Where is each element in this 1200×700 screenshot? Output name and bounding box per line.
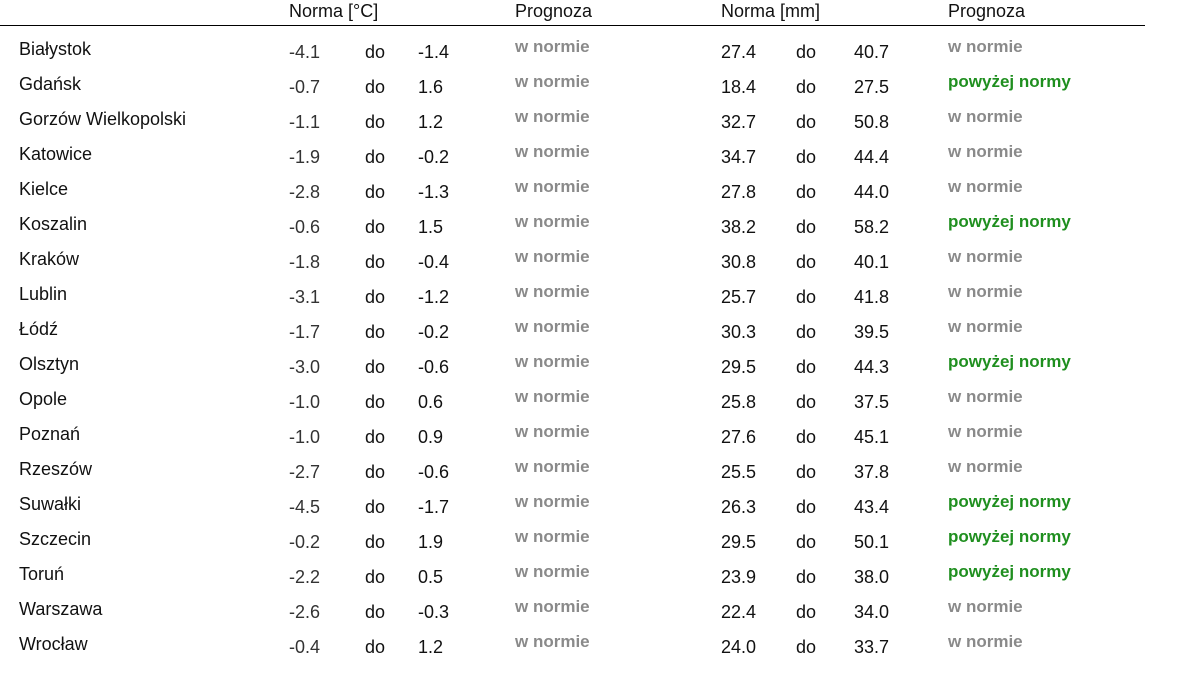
precip-norm-max: 41.8 — [854, 287, 890, 307]
temp-norm-max: -0.2 — [418, 147, 450, 167]
precip-norm-min: 29.5 — [721, 532, 757, 552]
temp-norm-max: 1.2 — [418, 112, 444, 132]
header-divider — [0, 25, 1145, 26]
city-name: Katowice — [19, 144, 93, 164]
temp-range-separator: do — [365, 357, 386, 377]
header-precip-norm: Norma [mm] — [721, 1, 820, 21]
precip-forecast: w normie — [948, 247, 1023, 266]
header-temp-forecast: Prognoza — [515, 1, 593, 21]
temp-norm-min: -4.1 — [289, 42, 321, 62]
table-row — [0, 134, 1200, 169]
precip-norm-min: 25.5 — [721, 462, 757, 482]
precip-range-separator: do — [796, 42, 817, 62]
temp-norm-min: -0.4 — [289, 637, 321, 657]
temp-forecast: w normie — [515, 107, 590, 126]
city-name: Białystok — [19, 39, 92, 59]
precip-norm-max: 37.8 — [854, 462, 890, 482]
precip-norm-min: 23.9 — [721, 567, 757, 587]
city-name: Kielce — [19, 179, 69, 199]
precip-norm-max: 33.7 — [854, 637, 890, 657]
header-temp-norm: Norma [°C] — [289, 1, 379, 21]
temp-range-separator: do — [365, 147, 386, 167]
precip-norm-max: 50.8 — [854, 112, 890, 132]
temp-range-separator: do — [365, 602, 386, 622]
temp-forecast: w normie — [515, 177, 590, 196]
precip-range-separator: do — [796, 322, 817, 342]
table-row — [0, 449, 1200, 484]
precip-norm-max: 44.0 — [854, 182, 890, 202]
temp-range-separator: do — [365, 42, 386, 62]
temp-norm-max: -0.6 — [418, 462, 450, 482]
precip-range-separator: do — [796, 427, 817, 447]
precip-forecast: powyżej normy — [948, 562, 1071, 581]
precip-range-separator: do — [796, 147, 817, 167]
temp-norm-max: 1.6 — [418, 77, 444, 97]
table-row — [0, 239, 1200, 274]
precip-forecast: w normie — [948, 457, 1023, 476]
temp-norm-max: -0.3 — [418, 602, 450, 622]
precip-norm-min: 18.4 — [721, 77, 757, 97]
temp-forecast: w normie — [515, 562, 590, 581]
precip-norm-max: 34.0 — [854, 602, 890, 622]
precip-norm-max: 40.7 — [854, 42, 890, 62]
precip-norm-min: 22.4 — [721, 602, 757, 622]
temp-norm-max: -1.4 — [418, 42, 450, 62]
temp-range-separator: do — [365, 567, 386, 587]
temp-norm-max: 0.5 — [418, 567, 444, 587]
temp-norm-min: -2.7 — [289, 462, 321, 482]
precip-forecast: w normie — [948, 632, 1023, 651]
temp-forecast: w normie — [515, 492, 590, 511]
temp-norm-min: -1.7 — [289, 322, 321, 342]
precip-norm-max: 37.5 — [854, 392, 890, 412]
header-precip-forecast: Prognoza — [948, 1, 1026, 21]
city-name: Wrocław — [19, 634, 88, 654]
precip-norm-max: 45.1 — [854, 427, 890, 447]
precip-range-separator: do — [796, 112, 817, 132]
table-row — [0, 379, 1200, 414]
temp-range-separator: do — [365, 252, 386, 272]
precip-range-separator: do — [796, 462, 817, 482]
city-name: Gdańsk — [19, 74, 82, 94]
precip-norm-max: 43.4 — [854, 497, 890, 517]
precip-range-separator: do — [796, 567, 817, 587]
precip-norm-min: 34.7 — [721, 147, 757, 167]
temp-forecast: w normie — [515, 37, 590, 56]
city-name: Rzeszów — [19, 459, 93, 479]
table-row — [0, 274, 1200, 309]
precip-range-separator: do — [796, 77, 817, 97]
precip-norm-min: 38.2 — [721, 217, 757, 237]
precip-forecast: w normie — [948, 282, 1023, 301]
temp-forecast: w normie — [515, 72, 590, 91]
temp-forecast: w normie — [515, 212, 590, 231]
temp-range-separator: do — [365, 112, 386, 132]
temp-norm-min: -1.9 — [289, 147, 321, 167]
precip-norm-min: 30.8 — [721, 252, 757, 272]
temp-forecast: w normie — [515, 317, 590, 336]
table-row — [0, 414, 1200, 449]
temp-norm-min: -0.7 — [289, 77, 321, 97]
city-name: Gorzów Wielkopolski — [19, 109, 187, 129]
precip-norm-min: 29.5 — [721, 357, 757, 377]
temp-forecast: w normie — [515, 422, 590, 441]
precip-forecast: w normie — [948, 37, 1023, 56]
precip-forecast: powyżej normy — [948, 492, 1071, 511]
precip-range-separator: do — [796, 217, 817, 237]
temp-range-separator: do — [365, 637, 386, 657]
temp-range-separator: do — [365, 427, 386, 447]
temp-forecast: w normie — [515, 632, 590, 651]
temp-forecast: w normie — [515, 457, 590, 476]
precip-range-separator: do — [796, 252, 817, 272]
temp-norm-min: -1.0 — [289, 427, 321, 447]
temp-range-separator: do — [365, 217, 386, 237]
precip-range-separator: do — [796, 532, 817, 552]
temp-norm-max: 1.9 — [418, 532, 444, 552]
temp-norm-min: -1.8 — [289, 252, 321, 272]
precip-norm-min: 27.8 — [721, 182, 757, 202]
precip-forecast: powyżej normy — [948, 212, 1071, 231]
precip-norm-max: 39.5 — [854, 322, 890, 342]
precip-norm-min: 25.8 — [721, 392, 757, 412]
precip-forecast: w normie — [948, 387, 1023, 406]
table-row — [0, 29, 1200, 64]
table-row — [0, 624, 1200, 659]
temp-forecast: w normie — [515, 142, 590, 161]
temp-norm-max: -0.6 — [418, 357, 450, 377]
temp-norm-min: -0.2 — [289, 532, 321, 552]
table-row — [0, 484, 1200, 519]
city-name: Opole — [19, 389, 68, 409]
temp-norm-max: -1.7 — [418, 497, 450, 517]
temp-norm-min: -2.8 — [289, 182, 321, 202]
table-row — [0, 64, 1200, 99]
precip-norm-max: 50.1 — [854, 532, 890, 552]
precip-norm-min: 27.4 — [721, 42, 757, 62]
precip-norm-max: 44.4 — [854, 147, 890, 167]
precip-norm-max: 58.2 — [854, 217, 890, 237]
precip-forecast: w normie — [948, 107, 1023, 126]
precip-norm-min: 30.3 — [721, 322, 757, 342]
city-name: Lublin — [19, 284, 68, 304]
precip-forecast: w normie — [948, 142, 1023, 161]
city-name: Olsztyn — [19, 354, 80, 374]
temp-range-separator: do — [365, 462, 386, 482]
precip-norm-max: 44.3 — [854, 357, 890, 377]
precip-norm-min: 24.0 — [721, 637, 757, 657]
precip-forecast: powyżej normy — [948, 352, 1071, 371]
temp-range-separator: do — [365, 392, 386, 412]
temp-norm-min: -0.6 — [289, 217, 321, 237]
precip-norm-min: 25.7 — [721, 287, 757, 307]
table-row — [0, 309, 1200, 344]
temp-range-separator: do — [365, 287, 386, 307]
temp-norm-min: -3.1 — [289, 287, 321, 307]
table-row — [0, 589, 1200, 624]
table-row — [0, 99, 1200, 134]
temp-norm-max: -0.2 — [418, 322, 450, 342]
city-name: Kraków — [19, 249, 80, 269]
precip-forecast: w normie — [948, 177, 1023, 196]
precip-norm-max: 38.0 — [854, 567, 890, 587]
temp-norm-max: -0.4 — [418, 252, 450, 272]
city-name: Łódź — [19, 319, 59, 339]
temp-norm-min: -2.6 — [289, 602, 321, 622]
temp-norm-min: -2.2 — [289, 567, 321, 587]
temp-norm-min: -3.0 — [289, 357, 321, 377]
precip-range-separator: do — [796, 357, 817, 377]
temp-norm-max: -1.2 — [418, 287, 450, 307]
temp-range-separator: do — [365, 532, 386, 552]
city-name: Suwałki — [19, 494, 82, 514]
temp-forecast: w normie — [515, 387, 590, 406]
temp-norm-max: 1.5 — [418, 217, 444, 237]
precip-range-separator: do — [796, 392, 817, 412]
temp-forecast: w normie — [515, 247, 590, 266]
precip-range-separator: do — [796, 182, 817, 202]
temp-range-separator: do — [365, 497, 386, 517]
table-row — [0, 204, 1200, 239]
temp-range-separator: do — [365, 77, 386, 97]
precip-range-separator: do — [796, 287, 817, 307]
precip-forecast: powyżej normy — [948, 72, 1071, 91]
temp-norm-min: -1.0 — [289, 392, 321, 412]
table-row — [0, 169, 1200, 204]
city-name: Warszawa — [19, 599, 103, 619]
temp-forecast: w normie — [515, 282, 590, 301]
precip-range-separator: do — [796, 497, 817, 517]
precip-forecast: w normie — [948, 317, 1023, 336]
city-name: Szczecin — [19, 529, 92, 549]
city-name: Koszalin — [19, 214, 88, 234]
temp-norm-max: 0.9 — [418, 427, 444, 447]
precip-forecast: powyżej normy — [948, 527, 1071, 546]
table-row — [0, 344, 1200, 379]
precip-norm-min: 27.6 — [721, 427, 757, 447]
temp-forecast: w normie — [515, 527, 590, 546]
table-row — [0, 554, 1200, 589]
city-name: Toruń — [19, 564, 65, 584]
table-row — [0, 519, 1200, 554]
precip-range-separator: do — [796, 602, 817, 622]
precip-forecast: w normie — [948, 422, 1023, 441]
precip-range-separator: do — [796, 637, 817, 657]
temp-norm-max: -1.3 — [418, 182, 450, 202]
precip-norm-max: 40.1 — [854, 252, 890, 272]
precip-norm-min: 32.7 — [721, 112, 757, 132]
precip-norm-min: 26.3 — [721, 497, 757, 517]
precip-forecast: w normie — [948, 597, 1023, 616]
temp-norm-max: 0.6 — [418, 392, 444, 412]
precip-norm-max: 27.5 — [854, 77, 890, 97]
city-name: Poznań — [19, 424, 81, 444]
temp-forecast: w normie — [515, 597, 590, 616]
temp-norm-min: -1.1 — [289, 112, 321, 132]
temp-norm-max: 1.2 — [418, 637, 444, 657]
temp-range-separator: do — [365, 322, 386, 342]
temp-range-separator: do — [365, 182, 386, 202]
temp-norm-min: -4.5 — [289, 497, 321, 517]
temp-forecast: w normie — [515, 352, 590, 371]
